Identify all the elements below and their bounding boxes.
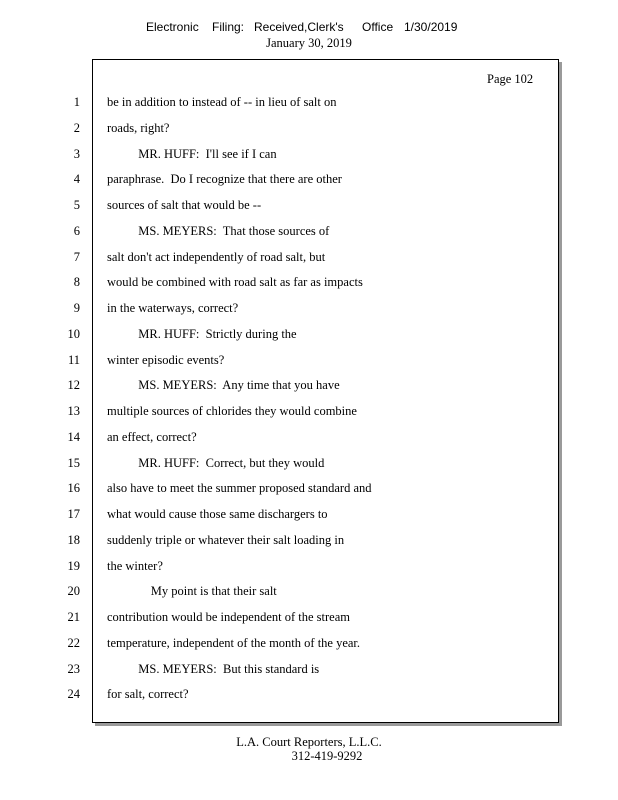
line-number: 4 xyxy=(73,172,80,186)
line-number: 13 xyxy=(67,404,80,418)
line-text: MS. MEYERS: That those sources of xyxy=(107,224,330,238)
line-number: 5 xyxy=(73,198,80,212)
line-number: 8 xyxy=(73,275,80,289)
line-number: 10 xyxy=(67,327,80,341)
stamp-office: Office xyxy=(362,20,394,34)
transcript-date: January 30, 2019 xyxy=(266,36,352,50)
line-text: temperature, independent of the month of the year. xyxy=(107,636,361,650)
line-text: roads, right? xyxy=(107,121,170,135)
line-text: the winter? xyxy=(107,559,163,573)
line-number: 2 xyxy=(73,121,80,135)
line-number: 3 xyxy=(73,147,80,161)
line-number: 18 xyxy=(67,533,80,547)
stamp-date: 1/30/2019 xyxy=(404,20,458,34)
line-text: paraphrase. Do I recognize that there are other xyxy=(107,172,342,186)
line-text: sources of salt that would be -- xyxy=(107,198,262,212)
line-number: 14 xyxy=(67,430,80,444)
line-number: 24 xyxy=(67,687,80,701)
line-text: MS. MEYERS: But this standard is xyxy=(107,662,320,676)
line-text: also have to meet the summer proposed standard and xyxy=(107,481,372,495)
line-number: 22 xyxy=(67,636,80,650)
line-text: would be combined with road salt as far as impacts xyxy=(107,275,363,289)
line-number: 16 xyxy=(67,481,80,495)
line-number: 11 xyxy=(67,353,80,367)
stamp-electronic: Electronic xyxy=(146,20,199,34)
line-text: multiple sources of chlorides they would combine xyxy=(107,404,357,418)
line-number: 20 xyxy=(67,584,80,598)
line-number: 15 xyxy=(67,456,80,470)
line-number: 7 xyxy=(73,250,80,264)
line-text: winter episodic events? xyxy=(107,353,225,367)
footer-company: L.A. Court Reporters, L.L.C. xyxy=(236,735,382,749)
footer-phone: 312-419-9292 xyxy=(291,749,363,763)
line-text: salt don't act independently of road salt, but xyxy=(107,250,326,264)
line-number: 21 xyxy=(67,610,80,624)
line-text: My point is that their salt xyxy=(107,584,277,598)
line-number: 17 xyxy=(67,507,80,521)
line-number: 23 xyxy=(67,662,80,676)
line-text: MR. HUFF: I'll see if I can xyxy=(107,147,277,161)
line-text: for salt, correct? xyxy=(107,687,189,701)
line-text: be in addition to instead of -- in lieu of salt on xyxy=(107,95,337,109)
line-text: suddenly triple or whatever their salt loading in xyxy=(107,533,345,547)
stamp-received: Received,Clerk's xyxy=(254,20,344,34)
line-text: contribution would be independent of the stream xyxy=(107,610,350,624)
line-text: an effect, correct? xyxy=(107,430,197,444)
line-text: MR. HUFF: Strictly during the xyxy=(107,327,297,341)
line-number: 6 xyxy=(73,224,80,238)
stamp-filing: Filing: xyxy=(212,20,245,34)
page-number: Page 102 xyxy=(487,72,534,86)
line-number: 1 xyxy=(73,95,80,109)
line-number: 19 xyxy=(67,559,80,573)
line-text: MS. MEYERS: Any time that you have xyxy=(107,378,340,392)
line-number: 12 xyxy=(67,378,80,392)
line-text: in the waterways, correct? xyxy=(107,301,239,315)
line-text: MR. HUFF: Correct, but they would xyxy=(107,456,325,470)
line-text: what would cause those same dischargers to xyxy=(107,507,328,521)
line-number: 9 xyxy=(73,301,80,315)
